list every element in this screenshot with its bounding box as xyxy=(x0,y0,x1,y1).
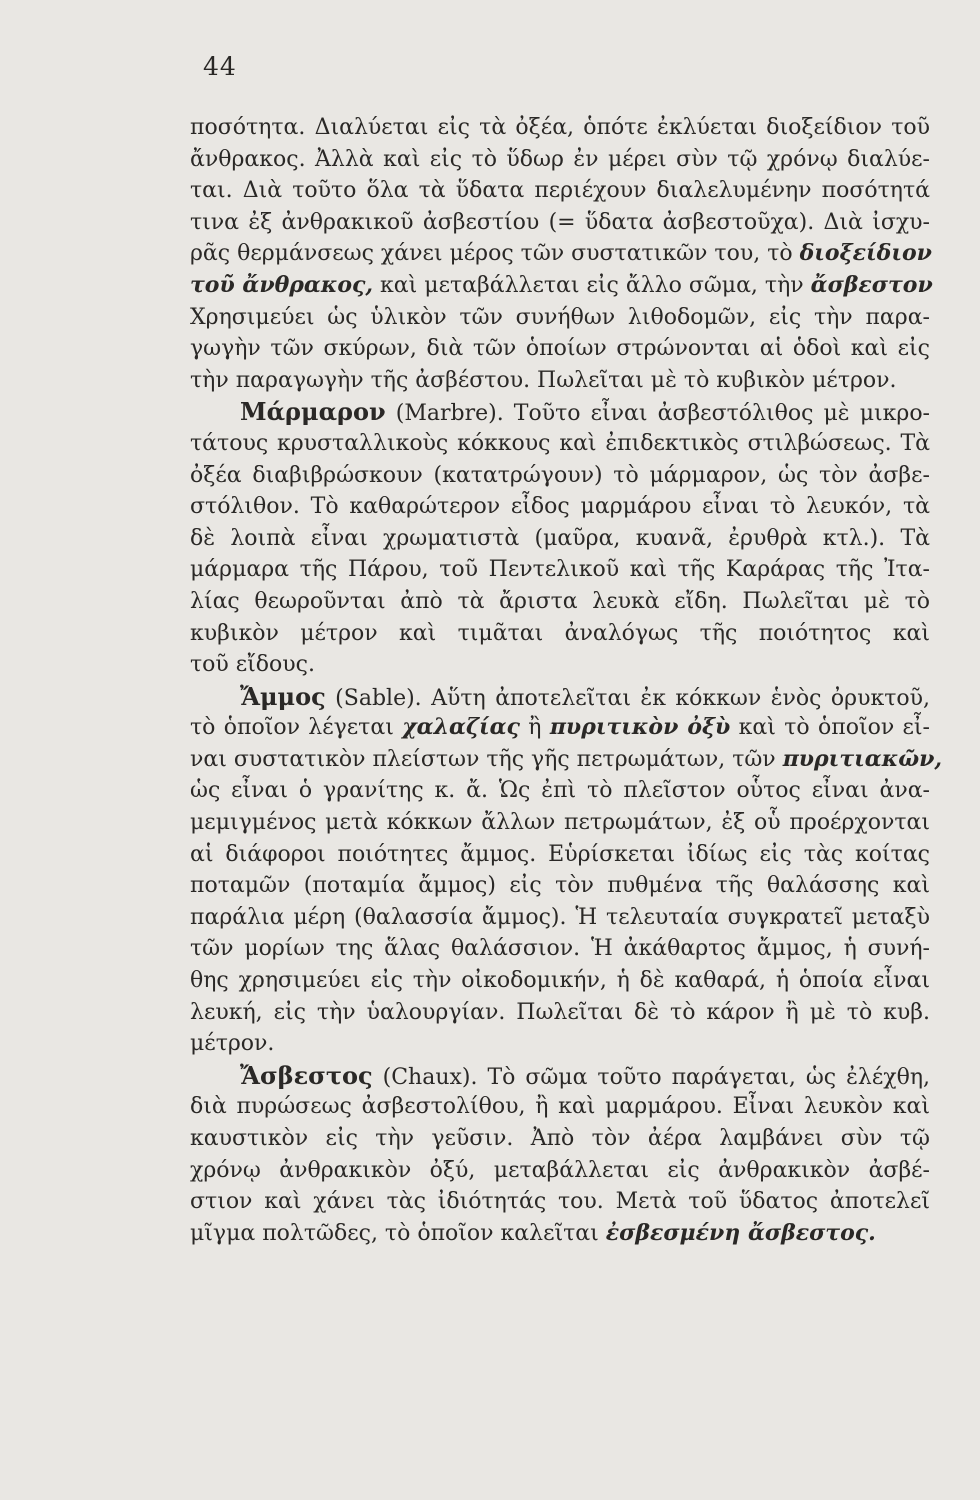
text-line xyxy=(190,902,930,934)
text-line xyxy=(190,112,930,144)
entry-heading: Ἄμμος xyxy=(240,681,326,711)
text-line xyxy=(190,238,930,270)
text-span: Χρησιμεύει ὡς ὑλικὸν τῶν συνήθων λιθοδομῶν, εἰς τὴν παρα- xyxy=(190,304,930,330)
entry-heading: Μάρμαρον xyxy=(240,397,386,427)
text-line xyxy=(190,1123,930,1155)
text-span: ναι συστατικὸν πλείστων τῆς γῆς πετρωμάτων, τῶν xyxy=(190,746,783,772)
text-span: τὴν παραγωγὴν τῆς ἀσβέστου. Πωλεῖται μὲ τὸ κυβικὸν μέτρον. xyxy=(190,367,897,393)
text-span: παράλια μέρη (θαλασσία ἄμμος). Ἡ τελευταία συγκρατεῖ μεταξὺ xyxy=(190,904,930,930)
text-span: ἄνθρακος. Ἀλλὰ καὶ εἰς τὸ ὕδωρ ἐν μέρει σὺν τῷ χρόνῳ διαλύε- xyxy=(190,146,930,172)
entry-heading: Ἄσβεστος xyxy=(240,1060,373,1090)
text-line xyxy=(190,554,930,586)
text-span: μῖγμα πολτῶδες, τὸ ὁποῖον καλεῖται xyxy=(190,1220,606,1246)
text-span: μάρμαρα τῆς Πάρου, τοῦ Πεντελικοῦ καὶ τῆς Καράρας τῆς Ἰτα- xyxy=(190,557,930,583)
text-span: ποσότητα. Διαλύεται εἰς τὰ ὀξέα, ὁπότε ἐκλύεται διοξείδιον τοῦ xyxy=(190,115,930,140)
text-span: μέτρον. xyxy=(190,1031,275,1057)
text-span: λίας θεωροῦνται ἀπὸ τὰ ἄριστα λευκὰ εἴδη. Πωλεῖται μὲ τὸ xyxy=(190,588,930,614)
page-number: 44 xyxy=(203,52,237,81)
text-span: ται. Διὰ τοῦτο ὅλα τὰ ὕδατα περιέχουν διαλελυμένην ποσότητά xyxy=(190,178,930,204)
text-line xyxy=(190,997,930,1029)
text-line xyxy=(190,712,930,744)
text-line xyxy=(190,649,930,681)
text-span: καυστικὸν εἰς τὴν γεῦσιν. Ἀπὸ τὸν ἀέρα λαμβάνει σὺν τῷ xyxy=(190,1126,930,1151)
text-line xyxy=(190,302,930,334)
text-span: τὸ ὁποῖον λέγεται xyxy=(190,715,403,741)
emphasis-term: διοξείδιον xyxy=(799,240,932,267)
text-span: αἱ διάφοροι ποιότητες ἄμμος. Εὑρίσκεται ἰδίως εἰς τὰς κοίτας xyxy=(190,841,930,867)
text-span: (Marbre). Τοῦτο εἶναι ἀσβεστόλιθος μὲ μικρο- xyxy=(385,401,930,427)
text-span: τοῦ εἴδους. xyxy=(190,652,315,678)
emphasis-term: χαλαζίας xyxy=(402,714,520,741)
text-span: στιον καὶ χάνει τὰς ἰδιότητάς του. Μετὰ τοῦ ὕδατος ἀποτελεῖ xyxy=(190,1189,930,1215)
text-line xyxy=(190,775,930,807)
text-line xyxy=(190,144,930,176)
text-line xyxy=(190,744,943,776)
text-span: μεμιγμένος μετὰ κόκκων ἄλλων πετρωμάτων, ἐξ οὗ προέρχονται xyxy=(190,810,930,836)
text-span: ὡς εἶναι ὁ γρανίτης κ. ἄ. Ὡς ἐπὶ τὸ πλεῖστον οὗτος εἶναι ἀνα- xyxy=(190,778,930,804)
text-line xyxy=(190,618,930,650)
text-line xyxy=(190,333,930,365)
text-line xyxy=(190,365,930,397)
text-span: ρᾶς θερμάνσεως χάνει μέρος τῶν συστατικῶν του, τὸ xyxy=(190,241,800,267)
emphasis-term: πυριτιακῶν, xyxy=(782,745,943,772)
text-line xyxy=(190,1028,930,1060)
text-line xyxy=(190,523,930,555)
text-line xyxy=(190,1091,930,1123)
text-span: γωγὴν τῶν σκύρων, διὰ τῶν ὁποίων στρώνονται αἱ ὁδοὶ καὶ εἰς xyxy=(190,336,930,362)
text-span: τῶν μορίων της ἅλας θαλάσσιον. Ἡ ἀκάθαρτος ἄμμος, ἡ συνή- xyxy=(190,936,930,962)
emphasis-term: ἄσβεστον xyxy=(810,271,933,298)
text-span: (Sable). Αὕτη ἀποτελεῖται ἐκ κόκκων ἑνὸς ὀρυκτοῦ, xyxy=(325,685,930,711)
body-text xyxy=(190,112,943,1249)
text-span: ἢ xyxy=(519,715,550,741)
text-line xyxy=(190,270,933,302)
emphasis-term: πυριτικὸν ὀξὺ xyxy=(549,714,731,741)
text-span: ὀξέα διαβιβρώσκουν (κατατρώγουν) τὸ μάρμαρον, ὡς τὸν ἀσβε- xyxy=(190,462,930,488)
text-line xyxy=(190,207,930,239)
text-span: στόλιθον. Τὸ καθαρώτερον εἶδος μαρμάρου εἶναι τὸ λευκόν, τὰ xyxy=(190,494,930,520)
text-line xyxy=(190,491,930,523)
text-span: (Chaux). Τὸ σῶμα τοῦτο παράγεται, ὡς ἐλέχθη, xyxy=(372,1064,930,1090)
text-span: τινα ἐξ ἀνθρακικοῦ ἀσβεστίου (= ὕδατα ἀσβεστοῦχα). Διὰ ἰσχυ- xyxy=(190,209,930,235)
text-span: τάτους κρυσταλλικοὺς κόκκους καὶ ἐπιδεκτικὸς στιλβώσεως. Τὰ xyxy=(190,430,930,456)
text-span: καὶ τὸ ὁποῖον εἶ- xyxy=(730,715,930,741)
text-span: θης χρησιμεύει εἰς τὴν οἰκοδομικήν, ἡ δὲ καθαρά, ἡ ὁποία εἶναι xyxy=(190,968,930,994)
text-line xyxy=(190,965,930,997)
text-line xyxy=(190,428,930,460)
text-span: λευκή, εἰς τὴν ὑαλουργίαν. Πωλεῖται δὲ τὸ κάρον ἢ μὲ τὸ κυβ. xyxy=(190,999,930,1025)
text-line xyxy=(190,586,930,618)
text-span: διὰ πυρώσεως ἀσβεστολίθου, ἢ καὶ μαρμάρου. Εἶναι λευκὸν καὶ xyxy=(190,1094,930,1120)
text-span: δὲ λοιπὰ εἶναι χρωματιστὰ (μαῦρα, κυανᾶ, ἐρυθρὰ κτλ.). Τὰ xyxy=(190,525,930,551)
text-line xyxy=(190,460,930,492)
text-span: ποταμῶν (ποταμία ἄμμος) εἰς τὸν πυθμένα τῆς θαλάσσης καὶ xyxy=(190,873,930,899)
text-span: κυβικὸν μέτρον καὶ τιμᾶται ἀναλόγως τῆς ποιότητος καὶ xyxy=(190,620,930,646)
emphasis-term: τοῦ ἄνθρακος, xyxy=(190,271,374,298)
text-line xyxy=(190,933,930,965)
text-line xyxy=(190,870,930,902)
text-line xyxy=(190,1218,930,1250)
text-line xyxy=(190,681,930,713)
text-line xyxy=(190,839,930,871)
text-span: καὶ μεταβάλλεται εἰς ἄλλο σῶμα, τὴν xyxy=(373,272,811,298)
text-line xyxy=(190,1186,930,1218)
text-line xyxy=(190,1060,930,1092)
emphasis-term: ἐσβεσμένη ἄσβεστος. xyxy=(605,1219,876,1246)
text-line xyxy=(190,175,930,207)
text-line xyxy=(190,1155,930,1187)
text-span: χρόνῳ ἀνθρακικὸν ὀξύ, μεταβάλλεται εἰς ἀνθρακικὸν ἀσβέ- xyxy=(190,1157,930,1183)
text-line xyxy=(190,396,930,428)
text-line xyxy=(190,807,930,839)
